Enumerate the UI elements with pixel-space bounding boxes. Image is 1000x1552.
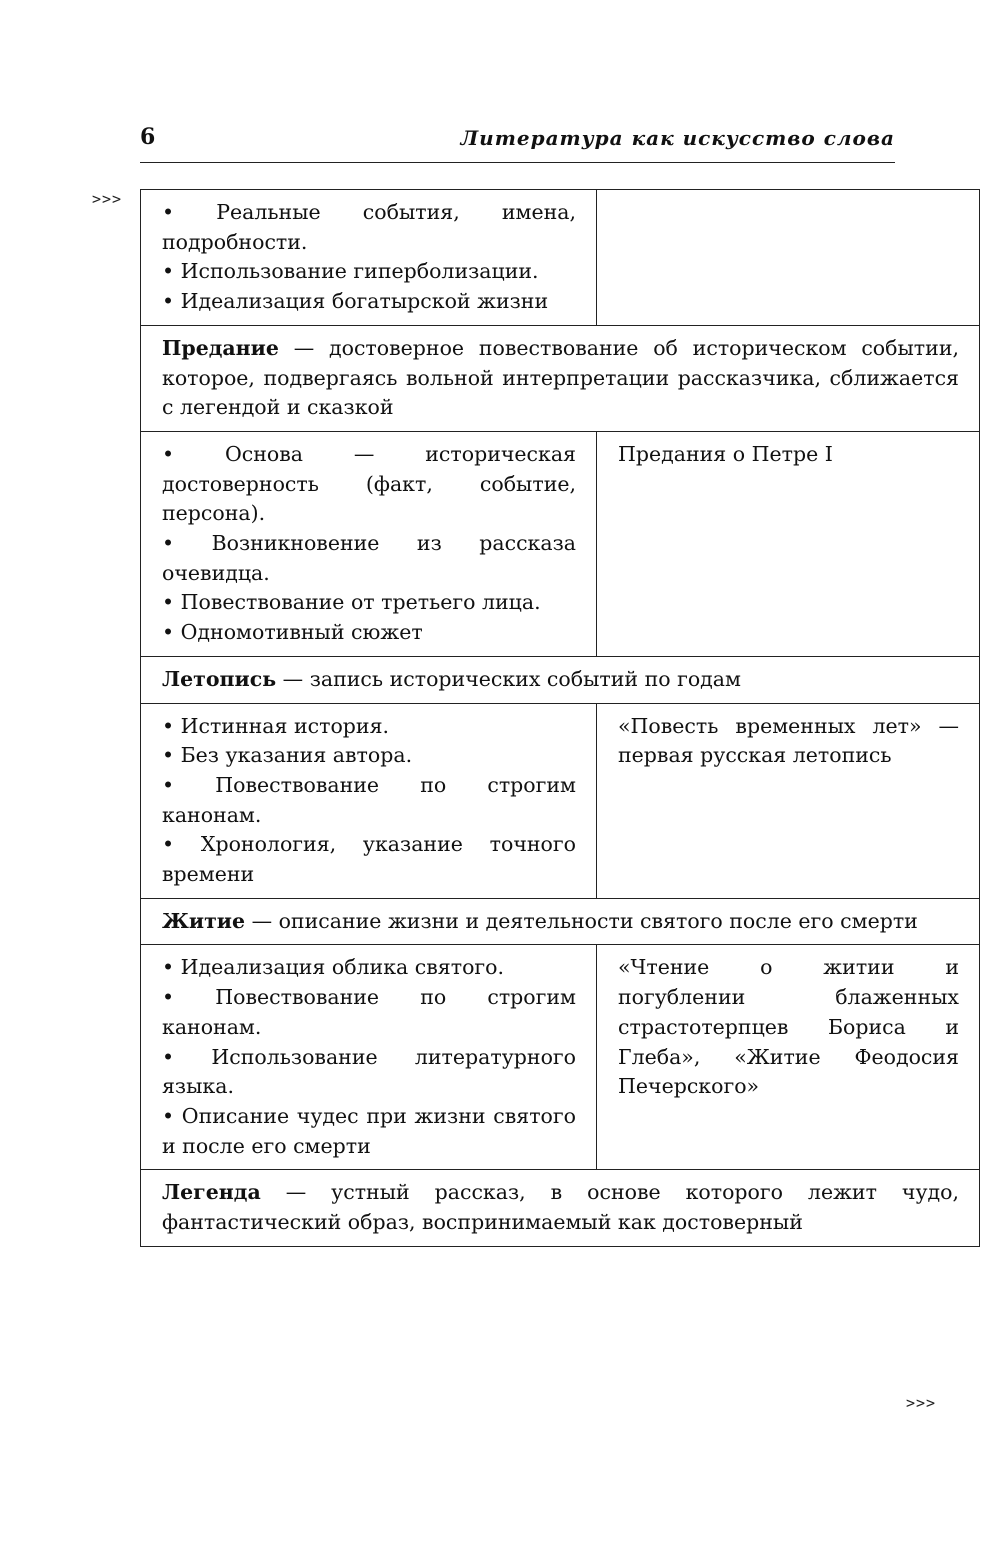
features-cell — [141, 703, 597, 898]
continuation-marker-top: >>> — [92, 190, 123, 208]
running-title: Литература как искусство слова — [460, 126, 895, 150]
definition-row — [141, 1170, 980, 1246]
term-predanie: Предание — [162, 335, 279, 360]
definition-text: — достоверное повествование об историческом событии, которое, подвергаясь вольной интерпретации рассказчика, сближается с легендой и сказкой — [162, 335, 959, 420]
list-item: • Повествование от третьего лица. — [162, 590, 541, 615]
definition-text: — запись исторических событий по годам — [276, 666, 741, 691]
definition-text: — описание жизни и деятельности святого после его смерти — [245, 908, 918, 933]
term-legenda: Легенда — [162, 1180, 261, 1205]
page-header — [140, 118, 895, 163]
examples-cell: «Чтение о житии и погублении блаженных страстотерпцев Бориса и Глеба», «Житие Феодосия Печерского» — [597, 945, 980, 1170]
examples-cell: Предания о Петре I — [597, 431, 980, 656]
list-item: • Повествование по строгим канонам. — [162, 985, 576, 1039]
list-item: • Одномотивный сюжет — [162, 620, 423, 645]
list-item: • Использование гиперболизации. — [162, 259, 539, 284]
table-row — [141, 945, 980, 1170]
features-cell — [141, 431, 597, 656]
list-item: • Хронология, указание точного времени — [162, 832, 576, 887]
term-zhitie: Житие — [162, 908, 246, 933]
genres-table — [140, 189, 980, 1247]
list-item: • Основа — историческая достоверность (факт, событие, персона). — [162, 441, 576, 526]
definition-legenda — [141, 1170, 980, 1246]
list-item: • Идеализация облика святого. — [162, 955, 505, 980]
continuation-marker-bottom: >>> — [906, 1394, 937, 1412]
list-item: • Возникновение из рассказа очевидца. — [162, 531, 576, 585]
list-item: • Реальные события, имена, подробности. — [162, 200, 576, 254]
definition-row — [141, 898, 980, 945]
term-letopis: Летопись — [162, 666, 277, 691]
list-item: • Истинная история. — [162, 713, 390, 738]
definition-row — [141, 325, 980, 431]
table-row — [141, 703, 980, 898]
features-cell — [141, 190, 597, 326]
list-item: • Повествование по строгим канонам. — [162, 772, 576, 827]
definition-predanie — [141, 325, 980, 431]
list-item: • Идеализация богатырской жизни — [162, 289, 549, 314]
definition-row — [141, 656, 980, 703]
examples-cell — [597, 190, 980, 326]
table-row — [141, 431, 980, 656]
features-cell — [141, 945, 597, 1170]
definition-letopis — [141, 656, 980, 703]
examples-cell: «Повесть временных лет» — первая русская летопись — [597, 703, 980, 898]
list-item: • Использование литературного языка. — [162, 1044, 576, 1099]
page-number: 6 — [140, 124, 156, 150]
list-item: • Описание чудес при жизни святого и после его смерти — [162, 1103, 576, 1158]
definition-zhitie — [141, 898, 980, 945]
table-row — [141, 190, 980, 326]
definition-text: — устный рассказ, в основе которого лежит чудо, фантастический образ, воспринимаемый как достоверный — [162, 1180, 959, 1235]
list-item: • Без указания автора. — [162, 743, 413, 768]
